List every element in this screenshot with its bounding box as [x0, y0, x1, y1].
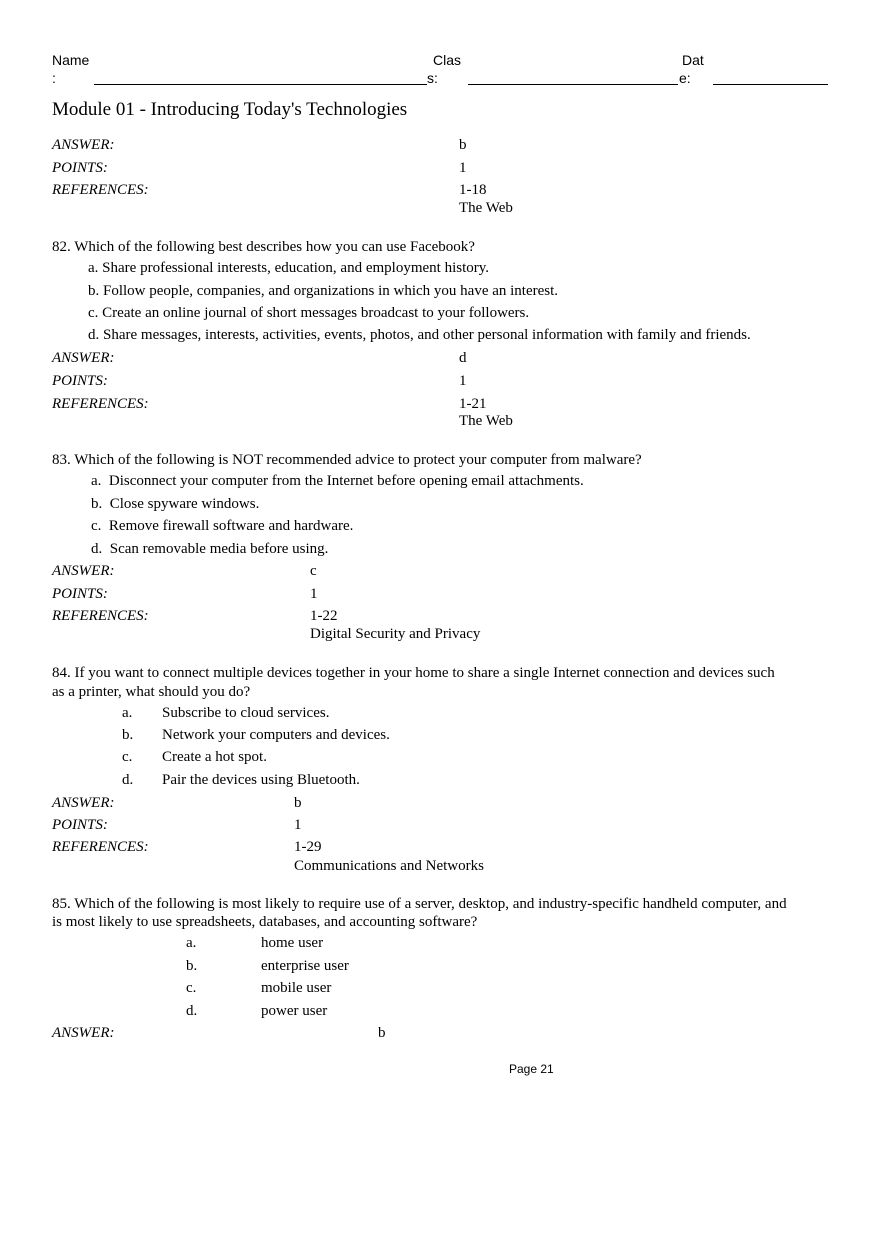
reference-page: 1-29	[294, 839, 322, 855]
name-field[interactable]	[94, 84, 427, 85]
option-a	[91, 472, 584, 490]
option-text: Disconnect your computer from the Internet before opening email attachments.	[108, 473, 584, 489]
references-label: REFERENCES:	[52, 182, 149, 198]
page-number: Page 21	[509, 1062, 554, 1076]
option-b-letter: b.	[122, 727, 134, 743]
question-stem-line-1: 85. Which of the following is most likely to require use of a server, desktop, and industry-specific handheld computer, and	[52, 896, 787, 912]
option-c	[88, 304, 529, 322]
points-label: POINTS:	[52, 817, 108, 833]
option-c-text: Create a hot spot.	[162, 749, 267, 765]
points-value: 1	[459, 373, 467, 389]
references-label: REFERENCES:	[52, 839, 149, 855]
option-b-text: enterprise user	[261, 958, 349, 974]
option-text: Scan removable media before using.	[109, 541, 329, 557]
option-c	[91, 517, 353, 535]
reference-topic: The Web	[459, 200, 513, 216]
answer-label: ANSWER:	[52, 350, 115, 366]
option-c-text: mobile user	[261, 980, 332, 996]
question-stem: 82. Which of the following best describes how you can use Facebook?	[52, 239, 475, 255]
points-value: 1	[294, 817, 302, 833]
date-field[interactable]	[713, 84, 828, 85]
option-letter: a.	[91, 473, 102, 489]
option-letter: d.	[91, 541, 103, 557]
date-label-suffix: e:	[679, 70, 691, 86]
class-label: Clas	[433, 52, 462, 68]
answer-value: b	[294, 795, 302, 811]
option-letter: b.	[88, 283, 100, 299]
answer-value: c	[310, 563, 317, 579]
points-label: POINTS:	[52, 373, 108, 389]
reference-topic: Digital Security and Privacy	[310, 626, 481, 642]
points-value: 1	[310, 586, 318, 602]
option-letter: d.	[88, 327, 100, 343]
answer-value: b	[378, 1025, 386, 1041]
option-d-letter: d.	[122, 772, 134, 788]
option-b	[91, 495, 259, 513]
option-c-letter: c.	[186, 980, 197, 996]
question-stem-line-2: is most likely to use spreadsheets, databases, and accounting software?	[52, 914, 478, 930]
reference-page: 1-18	[459, 182, 487, 198]
reference-page: 1-22	[310, 608, 338, 624]
class-label-suffix: s:	[427, 70, 438, 86]
question-stem-line-2: as a printer, what should you do?	[52, 684, 251, 700]
option-d-letter: d.	[186, 1003, 198, 1019]
page-title: Module 01 - Introducing Today's Technologies	[52, 99, 408, 120]
option-d	[88, 326, 751, 344]
option-text: Remove firewall software and hardware.	[108, 518, 354, 534]
question-stem-line-1: 84. If you want to connect multiple devices together in your home to share a single Internet connection and devices such	[52, 665, 775, 681]
answer-value: b	[459, 137, 467, 153]
points-label: POINTS:	[52, 586, 108, 602]
date-label: Dat	[682, 52, 704, 68]
references-label: REFERENCES:	[52, 396, 149, 412]
class-field[interactable]	[468, 84, 678, 85]
question-stem: 83. Which of the following is NOT recommended advice to protect your computer from malware?	[52, 452, 642, 468]
name-label-colon: :	[52, 70, 56, 86]
option-a-letter: a.	[122, 705, 133, 721]
answer-label: ANSWER:	[52, 1025, 115, 1041]
answer-label: ANSWER:	[52, 795, 115, 811]
reference-topic: Communications and Networks	[294, 858, 484, 874]
option-text: Share messages, interests, activities, events, photos, and other personal information with family and friends.	[103, 327, 751, 343]
option-a	[88, 259, 489, 277]
answer-label: ANSWER:	[52, 563, 115, 579]
reference-page: 1-21	[459, 396, 487, 412]
option-letter: b.	[91, 496, 103, 512]
option-d-text: Pair the devices using Bluetooth.	[162, 772, 360, 788]
option-letter: c.	[91, 518, 102, 534]
option-d-text: power user	[261, 1003, 328, 1019]
option-a-text: Subscribe to cloud services.	[162, 705, 330, 721]
option-letter: a.	[88, 260, 99, 276]
option-b-text: Network your computers and devices.	[162, 727, 390, 743]
answer-value: d	[459, 350, 467, 366]
answer-label: ANSWER:	[52, 137, 115, 153]
option-letter: c.	[88, 305, 99, 321]
option-c-letter: c.	[122, 749, 133, 765]
option-a-letter: a.	[186, 935, 197, 951]
points-label: POINTS:	[52, 160, 108, 176]
option-d	[91, 540, 328, 558]
option-text: Close spyware windows.	[109, 496, 260, 512]
references-label: REFERENCES:	[52, 608, 149, 624]
option-a-text: home user	[261, 935, 324, 951]
option-b-letter: b.	[186, 958, 198, 974]
points-value: 1	[459, 160, 467, 176]
option-b	[88, 282, 558, 300]
option-text: Follow people, companies, and organizations in which you have an interest.	[103, 283, 559, 299]
option-text: Create an online journal of short messages broadcast to your followers.	[102, 305, 530, 321]
option-text: Share professional interests, education, and employment history.	[102, 260, 490, 276]
reference-topic: The Web	[459, 413, 513, 429]
name-label: Name	[52, 52, 90, 68]
